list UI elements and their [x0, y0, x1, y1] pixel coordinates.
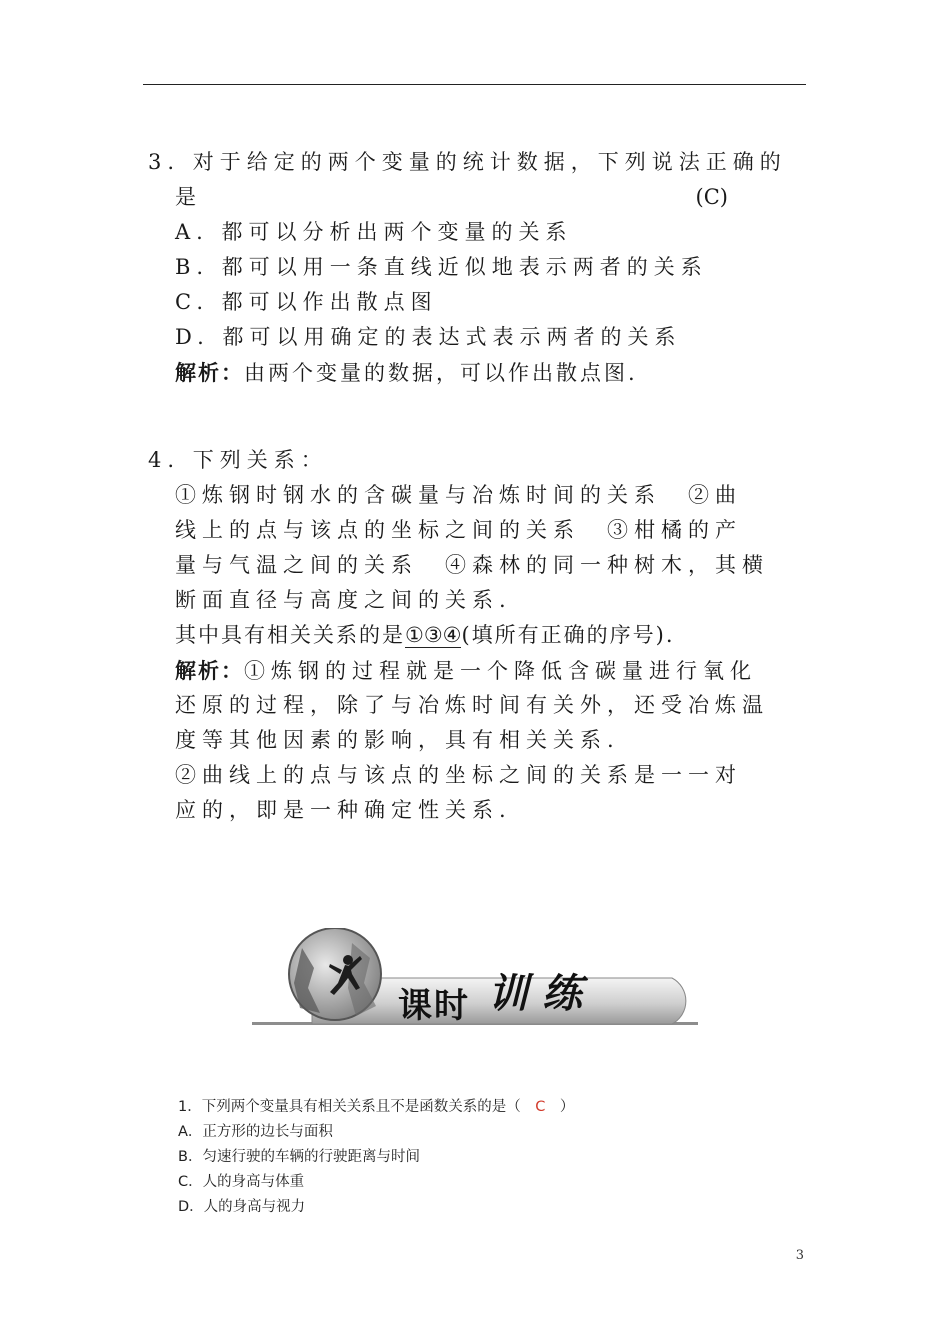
q3-analysis-text: 由两个变量的数据，可以作出散点图. [244, 361, 638, 385]
p1-option-d: D．人的身高与视力 [178, 1199, 306, 1215]
q3-stem-line-1: 3. 对于给定的两个变量的统计数据，下列说法正确的 [148, 150, 787, 174]
p1-option-b: B．匀速行驶的车辆的行驶距离与时间 [178, 1149, 420, 1165]
p1-stem-text: 1．下列两个变量具有相关关系且不是函数关系的是（ [178, 1099, 536, 1115]
q4-stem-line-1: 4. 下列关系： [148, 448, 328, 472]
page-number: 3 [795, 1248, 804, 1263]
q4-stem-suffix: (填所有正确的序号). [461, 623, 675, 647]
q3-stem-line-2 [148, 180, 728, 215]
p1-stem-close: ） [545, 1099, 575, 1115]
question-4 [148, 443, 769, 828]
q4-stem-line-3: 线上的点与该点的坐标之间的关系 ③柑橘的产 [175, 518, 742, 542]
p1-stem [178, 1095, 698, 1120]
p1-option-c: C．人的身高与体重 [178, 1174, 305, 1190]
q3-option-c: C. 都可以作出散点图 [175, 290, 438, 314]
p1-answer: C [535, 1099, 546, 1115]
q4-analysis-line-3: 度等其他因素的影响，具有相关关系. [175, 728, 620, 752]
q4-analysis-line-4: ②曲线上的点与该点的坐标之间的关系是一一对 [175, 763, 742, 787]
header-rule [143, 84, 806, 85]
lesson-practice-banner [252, 928, 700, 1028]
q4-answer: ①③④ [405, 623, 462, 647]
banner-title-1: 课时 [398, 986, 470, 1026]
q3-answer: (C) [695, 185, 728, 209]
q4-stem-prefix: 其中具有相关关系的是 [175, 623, 405, 647]
p1-option-a: A．正方形的边长与面积 [178, 1124, 333, 1140]
q4-analysis-line-5: 应的，即是一种确定性关系. [175, 798, 512, 822]
q4-stem-line-4: 量与气温之间的关系 ④森林的同一种树木，其横 [175, 553, 769, 577]
q3-analysis [148, 355, 728, 390]
q4-stem-line-6 [148, 618, 728, 653]
question-3 [148, 145, 787, 390]
banner-title-2: 训练 [488, 971, 596, 1017]
q3-option-b: B. 都可以用一条直线近似地表示两者的关系 [175, 255, 708, 279]
q3-stem-end: 是 [175, 185, 202, 209]
q4-analysis-line-2: 还原的过程，除了与冶炼时间有关外，还受冶炼温 [175, 693, 769, 717]
q3-option-a: A. 都可以分析出两个变量的关系 [175, 220, 573, 244]
q4-analysis-label: 解析： [175, 658, 244, 683]
practice-question-1 [178, 1095, 698, 1220]
banner-graphic [252, 928, 700, 1028]
q3-option-d: D. 都可以用确定的表达式表示两者的关系 [175, 325, 682, 349]
q4-analysis-line-1 [148, 653, 757, 688]
q4-stem-line-2: ①炼钢时钢水的含碳量与冶炼时间的关系 ②曲 [175, 483, 742, 507]
q4-analysis-text-1: ①炼钢的过程就是一个降低含碳量进行氧化 [244, 659, 757, 683]
q4-stem-line-5: 断面直径与高度之间的关系. [175, 588, 512, 612]
q3-analysis-label: 解析： [175, 360, 244, 385]
